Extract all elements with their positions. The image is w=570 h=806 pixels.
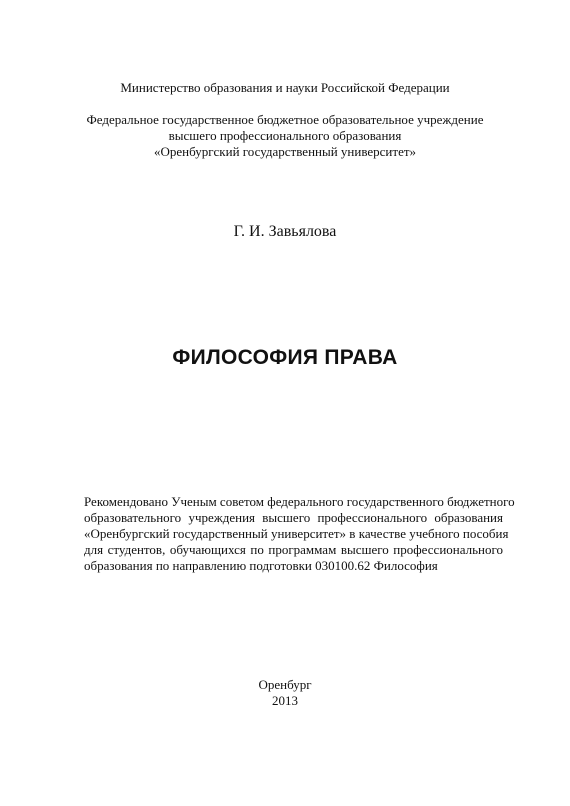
institution-line-2: высшего профессионального образования [168,128,402,143]
recommendation-line-4: для студентов, обучающихся по программам высшего профессионального [84,542,503,557]
document-title: ФИЛОСОФИЯ ПРАВА [172,346,398,369]
publication-city: Оренбург [258,677,312,692]
institution-line-1: Федеральное государственное бюджетное образовательное учреждение [86,112,484,127]
recommendation-line-5: образования по направлению подготовки 030100.62 Философия [84,558,438,573]
recommendation-block [84,494,515,574]
institution-line-3: «Оренбургский государственный университет» [153,144,417,159]
recommendation-line-2: образовательного учреждения высшего профессионального образования [84,510,503,525]
ministry-name: Министерство образования и науки Российской Федерации [120,80,450,95]
publication-year: 2013 [272,693,298,708]
author-name: Г. И. Завьялова [233,223,337,240]
recommendation-line-3: «Оренбургский государственный университет» в качестве учебного пособия [84,526,509,541]
recommendation-line-1: Рекомендовано Ученым советом федерального государственного бюджетного [84,494,515,509]
